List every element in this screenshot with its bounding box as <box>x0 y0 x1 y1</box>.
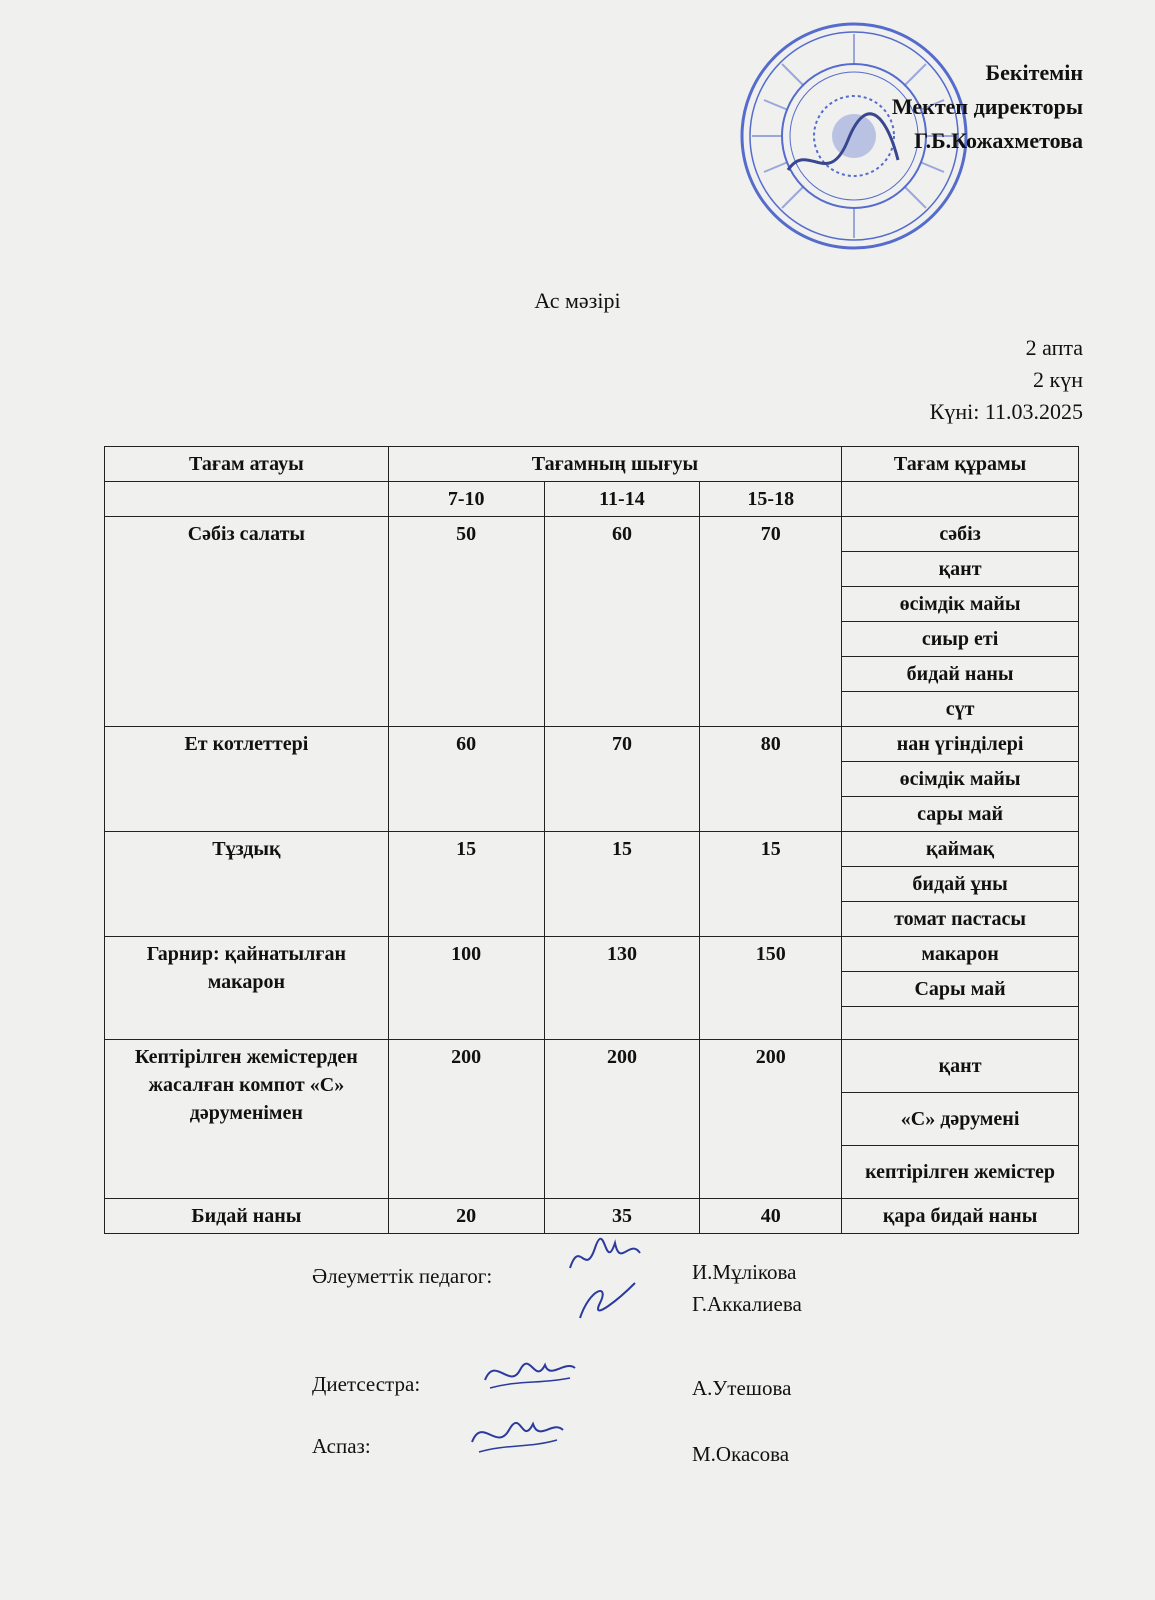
ingredient-cell: бидай наны <box>842 657 1079 692</box>
day-label: 2 күн <box>1033 367 1083 392</box>
week-label: 2 апта <box>1025 335 1083 360</box>
ingredient-cell: макарон <box>842 937 1079 972</box>
output-cell-age-3: 70 <box>700 517 842 727</box>
output-cell-age-3: 40 <box>700 1199 842 1234</box>
output-cell-age-2: 35 <box>544 1199 700 1234</box>
table-row <box>105 937 1079 972</box>
ingredient-cell: бидай ұны <box>842 867 1079 902</box>
dish-name-cell: Тұздық <box>105 832 389 937</box>
pedagog-name-1: И.Мұлікова <box>692 1260 797 1284</box>
header-dish-name: Тағам атауы <box>105 447 389 482</box>
approval-line-3: Г.Б.Кожахметова <box>914 128 1083 153</box>
output-cell-age-1: 50 <box>388 517 544 727</box>
output-cell-age-3: 15 <box>700 832 842 937</box>
header-output: Тағамның шығуы <box>388 447 841 482</box>
ingredient-cell: қант <box>842 1040 1079 1093</box>
ingredient-cell: өсімдік майы <box>842 762 1079 797</box>
table-row <box>105 1040 1079 1093</box>
header-age-1: 7-10 <box>388 482 544 517</box>
menu-table <box>104 446 1079 1234</box>
approval-block <box>892 56 1083 158</box>
header-empty <box>105 482 389 517</box>
dish-name-cell: Ет котлеттері <box>105 727 389 832</box>
output-cell-age-1: 15 <box>388 832 544 937</box>
output-cell-age-1: 60 <box>388 727 544 832</box>
ingredient-cell: кептірілген жемістер <box>842 1146 1079 1199</box>
meta-block <box>930 332 1083 428</box>
output-cell-age-3: 80 <box>700 727 842 832</box>
ingredient-cell: сары май <box>842 797 1079 832</box>
ingredient-cell <box>842 1007 1079 1040</box>
diet-label: Диетсестра: <box>312 1372 421 1396</box>
table-header-row <box>105 447 1079 482</box>
ingredient-cell: қара бидай наны <box>842 1199 1079 1234</box>
table-row <box>105 832 1079 867</box>
diet-name: А.Утешова <box>692 1376 792 1400</box>
ingredient-cell: «С» дәрумені <box>842 1093 1079 1146</box>
output-cell-age-2: 70 <box>544 727 700 832</box>
ingredient-cell: қант <box>842 552 1079 587</box>
ingredient-cell: қаймақ <box>842 832 1079 867</box>
dish-name-cell: Сәбіз салаты <box>105 517 389 727</box>
ingredient-cell: нан үгінділері <box>842 727 1079 762</box>
header-empty <box>842 482 1079 517</box>
ingredient-cell: сиыр еті <box>842 622 1079 657</box>
output-cell-age-1: 20 <box>388 1199 544 1234</box>
ingredient-cell: өсімдік майы <box>842 587 1079 622</box>
dish-name-cell: Бидай наны <box>105 1199 389 1234</box>
output-cell-age-2: 130 <box>544 937 700 1040</box>
dish-name-cell: Гарнир: қайнатылған макарон <box>105 937 389 1040</box>
signature-scribble-icon <box>467 1408 567 1464</box>
output-cell-age-1: 200 <box>388 1040 544 1199</box>
output-cell-age-2: 60 <box>544 517 700 727</box>
ingredient-cell: сүт <box>842 692 1079 727</box>
ingredient-cell: сәбіз <box>842 517 1079 552</box>
dish-name-cell: Кептірілген жемістерден жасалған компот «С» дәруменімен <box>105 1040 389 1199</box>
cook-name: М.Окасова <box>692 1442 790 1466</box>
table-row <box>105 517 1079 552</box>
output-cell-age-2: 200 <box>544 1040 700 1199</box>
output-cell-age-1: 100 <box>388 937 544 1040</box>
table-age-row <box>105 482 1079 517</box>
header-age-2: 11-14 <box>544 482 700 517</box>
approval-line-1: Бекітемін <box>985 60 1083 85</box>
pedagog-label: Әлеуметтік педагог: <box>312 1264 493 1288</box>
cook-label: Аспаз: <box>312 1434 371 1458</box>
output-cell-age-3: 150 <box>700 937 842 1040</box>
pedagog-name-2: Г.Аккалиева <box>692 1292 802 1316</box>
header-composition: Тағам құрамы <box>842 447 1079 482</box>
header-age-3: 15-18 <box>700 482 842 517</box>
signature-scribble-icon <box>560 1228 650 1328</box>
date-label: Күні: 11.03.2025 <box>929 399 1083 424</box>
ingredient-cell: томат пастасы <box>842 902 1079 937</box>
page-title: Ас мәзірі <box>534 288 621 313</box>
output-cell-age-3: 200 <box>700 1040 842 1199</box>
output-cell-age-2: 15 <box>544 832 700 937</box>
table-row <box>105 727 1079 762</box>
ingredient-cell: Сары май <box>842 972 1079 1007</box>
signature-scribble-icon <box>480 1350 580 1400</box>
approval-line-2: Мектеп директоры <box>891 94 1083 119</box>
